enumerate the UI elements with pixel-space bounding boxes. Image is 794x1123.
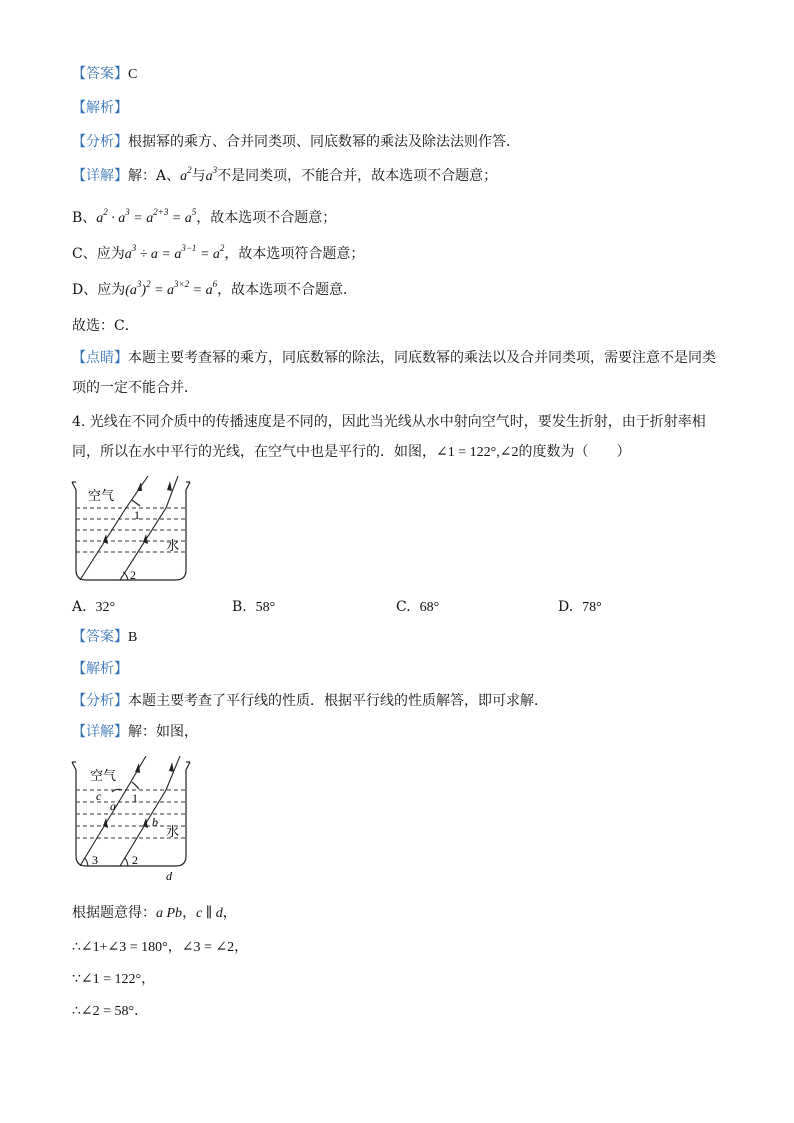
detail-text: 解：如图， bbox=[128, 724, 198, 740]
fenxi-line-q3 bbox=[72, 132, 520, 152]
fenxi-line-q4 bbox=[72, 691, 548, 711]
question-4-text-1: 4. 光线在不同介质中的传播速度是不同的，因此当光线从水中射向空气时，要发生折射，由于折射率相 bbox=[72, 414, 706, 430]
step-3-text: ∴∠2 = 58°． bbox=[72, 1004, 149, 1019]
line-c-suffix: ，故本选项符合题意； bbox=[224, 246, 365, 262]
dianjing-line1-q3 bbox=[72, 348, 716, 368]
label-angle-1: 1 bbox=[132, 791, 138, 805]
label-angle-2: 2 bbox=[132, 853, 138, 867]
detail-line-q4 bbox=[72, 722, 198, 742]
fenxi-text: 本题主要考查了平行线的性质．根据平行线的性质解答，即可求解． bbox=[128, 693, 548, 709]
label-water: 水 bbox=[166, 824, 180, 839]
question-4-line1 bbox=[72, 412, 706, 432]
choose-text: 故选：C． bbox=[72, 318, 139, 334]
given-prefix: 根据题意得： bbox=[72, 905, 156, 921]
given-sep: ， bbox=[182, 905, 197, 921]
math-a2: $a^2$ bbox=[180, 165, 192, 184]
angle-1-arc bbox=[132, 782, 139, 789]
label-b: b bbox=[152, 815, 158, 829]
option-value: 32° bbox=[95, 600, 116, 615]
option-value: 68° bbox=[419, 600, 440, 615]
detail-tag: 【详解】 bbox=[72, 724, 128, 740]
label-water: 水 bbox=[166, 538, 180, 553]
detail-line-a-q3 bbox=[72, 166, 497, 187]
answer-tag: 【答案】 bbox=[72, 66, 128, 82]
option-letter: C. bbox=[396, 599, 411, 615]
dianjing-text-2: 项的一定不能合并． bbox=[72, 380, 198, 396]
given-math-1: a Pb bbox=[156, 906, 183, 921]
arrow-icon bbox=[135, 763, 140, 773]
analysis-tag: 【解析】 bbox=[72, 100, 128, 116]
dianjing-line2-q3 bbox=[72, 378, 198, 398]
question-4-line2 bbox=[72, 442, 630, 463]
detail-a-mid: 与 bbox=[191, 168, 206, 184]
label-air: 空气 bbox=[90, 768, 117, 783]
label-angle-3: 3 bbox=[92, 853, 98, 867]
detail-line-b-q3 bbox=[72, 208, 336, 229]
answer-tag: 【答案】 bbox=[72, 629, 128, 645]
step-2-text: ∵∠1 = 122°， bbox=[72, 972, 156, 987]
analysis-heading-q3 bbox=[72, 98, 128, 118]
angle-1-arc bbox=[132, 500, 140, 506]
line-b-suffix: ，故本选项不合题意； bbox=[196, 210, 337, 226]
given-suffix: ， bbox=[222, 905, 237, 921]
option-letter: A. bbox=[72, 599, 87, 615]
detail-line-d-q3 bbox=[72, 280, 357, 301]
detail-tag: 【详解】 bbox=[72, 168, 128, 184]
detail-a-suffix: 不是同类项，不能合并，故本选项不合题意； bbox=[217, 168, 498, 184]
line-c-prefix: C、应为 bbox=[72, 246, 125, 262]
question-4-text-3: 的度数为（ ） bbox=[518, 444, 631, 460]
arrow-icon bbox=[169, 762, 174, 772]
line-d-prefix: D、应为 bbox=[72, 282, 126, 298]
figure-beaker-2 bbox=[66, 756, 200, 884]
question-4-text-2: 同，所以在水中平行的光线，在空气中也是平行的．如图， bbox=[72, 444, 436, 460]
answer-line-q3 bbox=[72, 64, 137, 85]
answer-value: B bbox=[128, 630, 138, 645]
dianjing-tag: 【点睛】 bbox=[72, 350, 128, 366]
label-d: d bbox=[166, 869, 172, 883]
arrow-icon bbox=[137, 482, 142, 491]
dianjing-text-1: 本题主要考查幂的乘方，同底数幂的除法，同底数幂的乘法以及合并同类项，需要注意不是同类 bbox=[128, 350, 716, 366]
analysis-heading-q4 bbox=[72, 659, 128, 679]
arrow-icon bbox=[167, 481, 172, 491]
choose-line-q3 bbox=[72, 316, 139, 336]
question-4-math: ∠1 = 122°,∠2 bbox=[436, 445, 519, 460]
label-angle-2: 2 bbox=[130, 568, 136, 582]
fenxi-tag: 【分析】 bbox=[72, 693, 128, 709]
answer-value: C bbox=[128, 67, 138, 82]
fenxi-tag: 【分析】 bbox=[72, 134, 128, 150]
light-ray-b bbox=[120, 756, 180, 866]
label-c: c bbox=[96, 789, 102, 803]
option-letter: B. bbox=[232, 599, 247, 615]
light-ray-right bbox=[120, 476, 178, 580]
option-c bbox=[396, 597, 439, 618]
detail-a-prefix: 解：A、 bbox=[128, 168, 181, 184]
step-1-q4 bbox=[72, 938, 248, 958]
label-air: 空气 bbox=[88, 488, 115, 503]
option-value: 58° bbox=[255, 600, 276, 615]
option-value: 78° bbox=[582, 600, 602, 615]
fenxi-text: 根据幂的乘方、合并同类项、同底数幂的乘法及除法法则作答． bbox=[128, 134, 520, 150]
label-a: a bbox=[110, 799, 116, 813]
step-2-q4 bbox=[72, 970, 155, 990]
line-d-suffix: ，故本选项不合题意． bbox=[217, 282, 358, 298]
figure-beaker-1 bbox=[66, 476, 196, 588]
step-1-text: ∴∠1+∠3 = 180°，∠3 = ∠2， bbox=[72, 940, 249, 955]
label-angle-1: 1 bbox=[134, 508, 140, 522]
math-c: $a^3 \div a = a^{3-1} = a^2$ bbox=[124, 243, 225, 262]
line-b-prefix: B、 bbox=[72, 210, 97, 226]
given-line-q4 bbox=[72, 903, 237, 924]
step-3-q4 bbox=[72, 1002, 148, 1022]
option-d bbox=[558, 597, 602, 618]
option-b bbox=[232, 597, 275, 618]
math-d: $(a^3)^2 = a^{3\times 2} = a^6$ bbox=[125, 279, 218, 298]
math-b: $a^2 \cdot a^3 = a^{2+3} = a^5$ bbox=[96, 207, 197, 226]
detail-line-c-q3 bbox=[72, 244, 364, 265]
option-a bbox=[72, 597, 115, 618]
math-a3: $a^3$ bbox=[205, 165, 218, 184]
analysis-tag: 【解析】 bbox=[72, 661, 128, 677]
answer-line-q4 bbox=[72, 627, 137, 648]
given-math-2: c ∥ d bbox=[196, 906, 223, 921]
option-letter: D. bbox=[558, 599, 574, 615]
